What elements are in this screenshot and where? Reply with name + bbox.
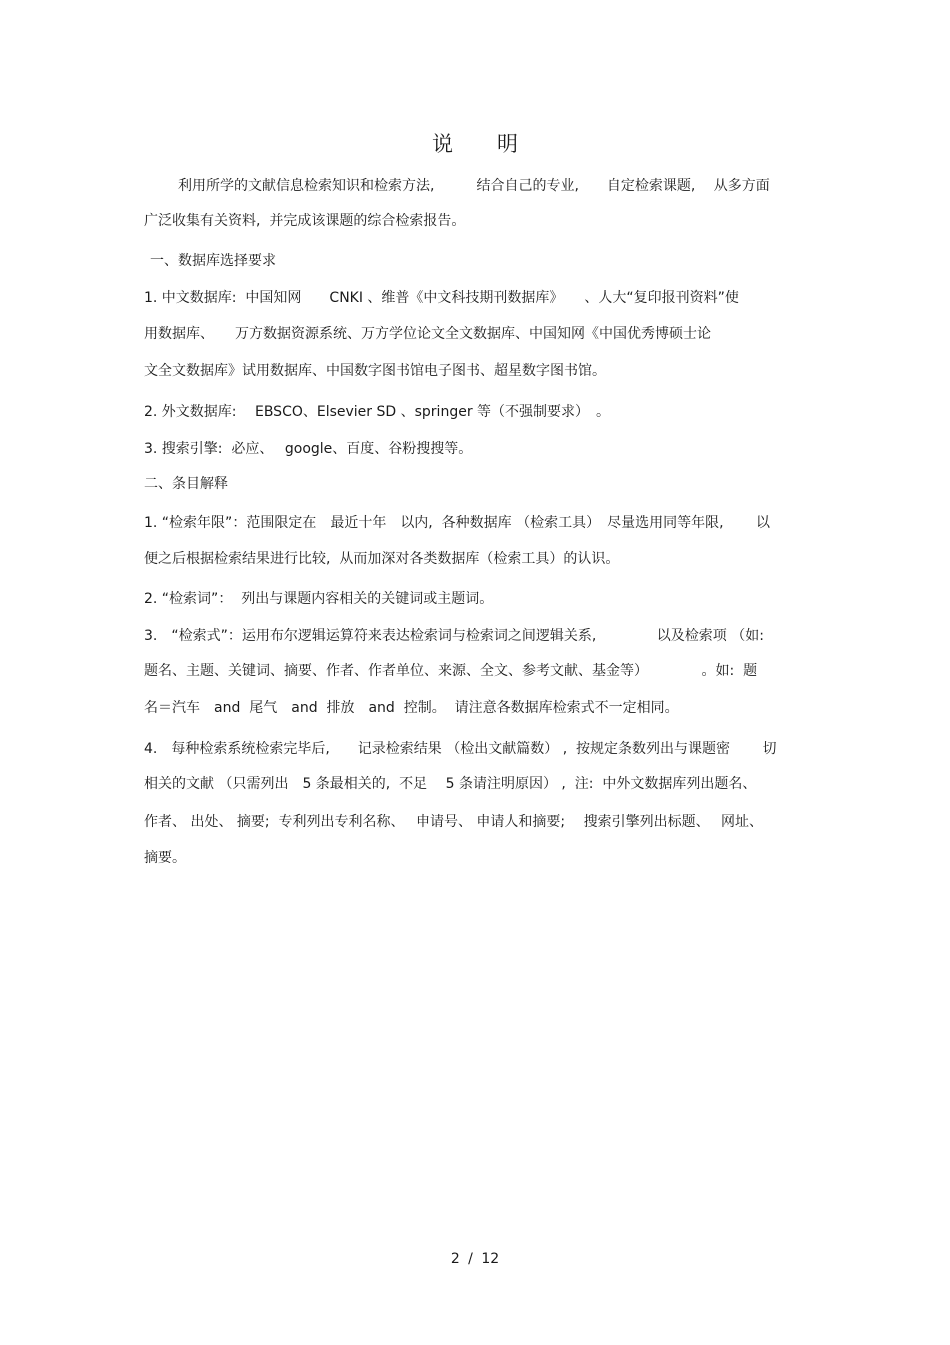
section2-item4-line-1: 4. 每种检索系统检索完毕后, 记录检索结果 （检出文献篇数） , 按规定条数列出与课题密 切 xyxy=(144,741,777,757)
section1-item1-line-1: 1. 中文数据库: 中国知网 CNKI 、维普《中文科技期刊数据库》 、人大“复印报刊资料”使 xyxy=(144,290,739,306)
section1-item2: 2. 外文数据库: EBSCO、Elsevier SD 、springer 等（不强制要求） 。 xyxy=(144,404,611,420)
section1-heading: 一、数据库选择要求 xyxy=(150,253,276,269)
section1-item1-line-3: 文全文数据库》试用数据库、中国数字图书馆电子图书、超星数字图书馆。 xyxy=(144,363,606,379)
section2-item1-line-2: 便之后根据检索结果进行比较, 从而加深对各类数据库（检索工具）的认识。 xyxy=(144,551,620,567)
section2-item3-line-3: 名＝汽车 and 尾气 and 排放 and 控制。 请注意各数据库检索式不一定相同。 xyxy=(144,700,679,716)
intro-line-2: 广泛收集有关资料, 并完成该课题的综合检索报告。 xyxy=(144,213,466,229)
page-number: 2 / 12 xyxy=(450,1251,500,1267)
section2-item3-line-1: 3. “检索式”：运用布尔逻辑运算符来表达检索词与检索词之间逻辑关系, 以及检索项 （如: xyxy=(144,628,764,644)
section2-item4-line-2: 相关的文献 （只需列出 5 条最相关的, 不足 5 条请注明原因） , 注: 中外文数据库列出题名、 xyxy=(144,776,757,792)
section1-item3: 3. 搜索引擎: 必应、 google、百度、谷粉搜搜等。 xyxy=(144,441,473,457)
intro-line-1: 利用所学的文献信息检索知识和检索方法, 结合自己的专业, 自定检索课题, 从多方面 xyxy=(178,178,770,194)
section2-item4-line-4: 摘要。 xyxy=(144,850,186,866)
section1-item1-line-2: 用数据库、 万方数据资源系统、万方学位论文全文数据库、中国知网《中国优秀博硕士论 xyxy=(144,326,711,342)
section2-item4-line-3: 作者、 出处、 摘要; 专利列出专利名称、 申请号、 申请人和摘要; 搜索引擎列出标题、 网址、 xyxy=(144,814,764,830)
section2-item3-line-2: 题名、主题、关键词、摘要、作者、作者单位、来源、全文、参考文献、基金等） 。如: 题 xyxy=(144,663,758,679)
page-title: 说明 xyxy=(432,132,562,156)
section2-item2: 2. “检索词”： 列出与课题内容相关的关键词或主题词。 xyxy=(144,591,494,607)
section2-heading: 二、条目解释 xyxy=(144,476,228,492)
section2-item1-line-1: 1. “检索年限”：范围限定在 最近十年 以内, 各种数据库 （检索工具） 尽量选用同等年限, 以 xyxy=(144,515,771,531)
